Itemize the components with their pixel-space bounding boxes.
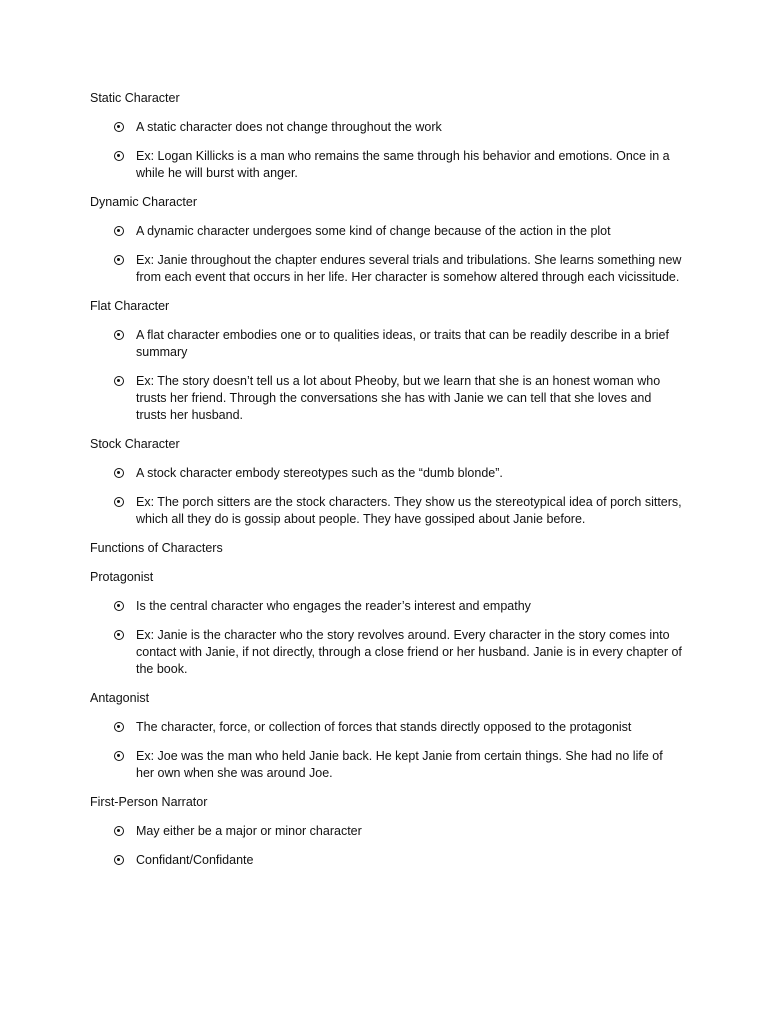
section-protagonist: [90, 569, 688, 678]
list-item-text: A dynamic character undergoes some kind of change because of the action in the plot: [136, 224, 611, 238]
circled-bullet-icon: [114, 255, 124, 265]
section-heading: Static Character: [90, 91, 180, 105]
section-heading: First-Person Narrator: [90, 795, 208, 809]
list-item: [90, 748, 684, 782]
section-functions-of-characters: [90, 540, 688, 557]
list-item: [90, 148, 684, 182]
list-item: [90, 327, 684, 361]
bullet-list: [90, 598, 688, 678]
list-item: [90, 719, 684, 736]
list-item-text: Ex: Joe was the man who held Janie back. He kept Janie from certain things. She had no life of her own when she was around Joe.: [136, 749, 663, 780]
list-item: [90, 852, 684, 869]
bullet-list: [90, 327, 688, 424]
circled-bullet-icon: [114, 751, 124, 761]
circled-bullet-icon: [114, 855, 124, 865]
section-heading: Antagonist: [90, 691, 150, 705]
list-item-text: A static character does not change throughout the work: [136, 120, 442, 134]
section-heading: Protagonist: [90, 570, 154, 584]
section-stock-character: [90, 436, 688, 528]
list-item-text: Confidant/Confidante: [136, 853, 254, 867]
list-item: [90, 627, 684, 678]
section-flat-character: [90, 298, 688, 424]
bullet-list: [90, 223, 688, 286]
circled-bullet-icon: [114, 601, 124, 611]
list-item-text: The character, force, or collection of forces that stands directly opposed to the protagonist: [136, 720, 632, 734]
circled-bullet-icon: [114, 151, 124, 161]
circled-bullet-icon: [114, 122, 124, 132]
list-item-text: Is the central character who engages the reader’s interest and empathy: [136, 599, 531, 613]
list-item: [90, 373, 684, 424]
list-item: [90, 465, 684, 482]
bullet-list: [90, 719, 688, 782]
list-item: [90, 119, 684, 136]
list-item-text: Ex: The porch sitters are the stock characters. They show us the stereotypical idea of porch sitters, which all they do is gossip about people. They have gossiped about Janie before.: [136, 495, 682, 526]
list-item: [90, 598, 684, 615]
circled-bullet-icon: [114, 376, 124, 386]
section-heading: Stock Character: [90, 437, 180, 451]
bullet-list: [90, 823, 688, 869]
section-static-character: [90, 90, 688, 182]
circled-bullet-icon: [114, 330, 124, 340]
circled-bullet-icon: [114, 468, 124, 478]
list-item-text: Ex: Janie throughout the chapter endures several trials and tribulations. She learns something new from each event that occurs in her life. Her character is somehow altered through each vicissitude.: [136, 253, 682, 284]
list-item-text: Ex: Logan Killicks is a man who remains the same through his behavior and emotions. Once in a while he will burst with anger.: [136, 149, 670, 180]
circled-bullet-icon: [114, 630, 124, 640]
list-item-text: May either be a major or minor character: [136, 824, 362, 838]
bullet-list: [90, 465, 688, 528]
list-item-text: Ex: The story doesn’t tell us a lot about Pheoby, but we learn that she is an honest woman who trusts her friend. Through the conversations she has with Janie we can tell that she loves and trusts her husband.: [136, 374, 661, 422]
section-heading: Dynamic Character: [90, 195, 197, 209]
list-item: [90, 823, 684, 840]
section-first-person-narrator: [90, 794, 688, 869]
circled-bullet-icon: [114, 722, 124, 732]
circled-bullet-icon: [114, 226, 124, 236]
circled-bullet-icon: [114, 497, 124, 507]
list-item-text: A stock character embody stereotypes such as the “dumb blonde”.: [136, 466, 503, 480]
section-heading: Functions of Characters: [90, 541, 223, 555]
list-item: [90, 252, 684, 286]
section-dynamic-character: [90, 194, 688, 286]
bullet-list: [90, 119, 688, 182]
list-item: [90, 223, 684, 240]
list-item-text: Ex: Janie is the character who the story revolves around. Every character in the story comes into contact with Janie, if not directly, through a close friend or her husband. Janie is in every chapter of the book.: [136, 628, 682, 676]
section-heading: Flat Character: [90, 299, 170, 313]
circled-bullet-icon: [114, 826, 124, 836]
list-item: [90, 494, 684, 528]
list-item-text: A flat character embodies one or to qualities ideas, or traits that can be readily describe in a brief summary: [136, 328, 669, 359]
section-antagonist: [90, 690, 688, 782]
